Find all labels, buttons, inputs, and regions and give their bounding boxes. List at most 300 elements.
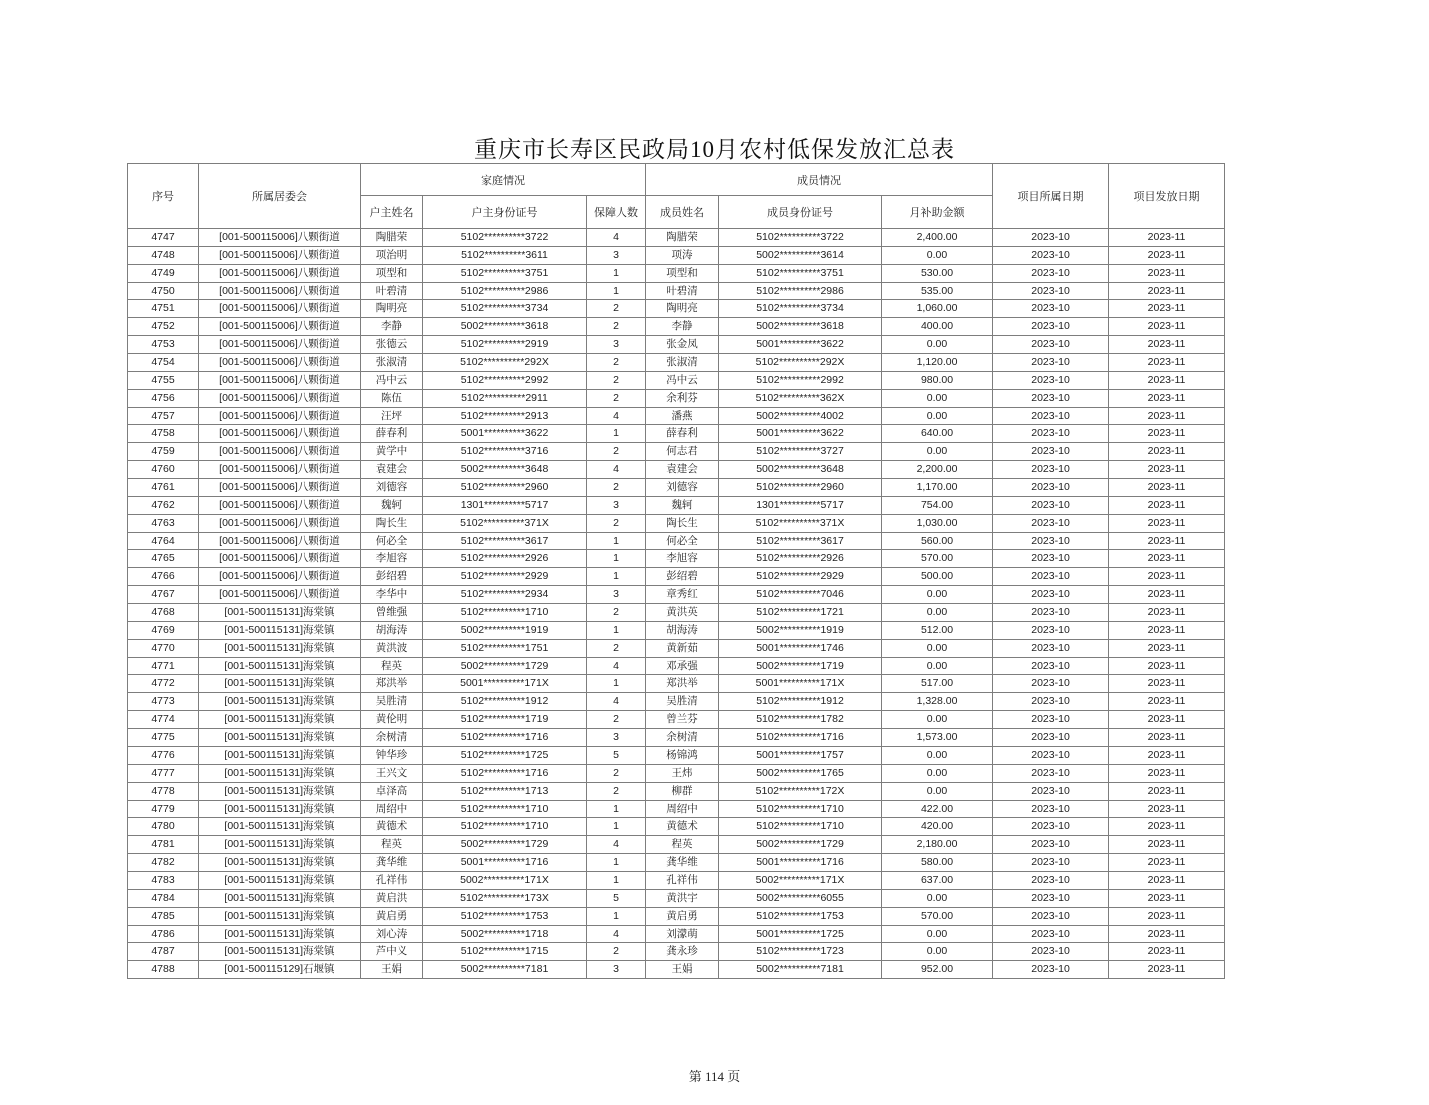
table-row (128, 389, 1225, 407)
cell-member-name: 余树清 (646, 729, 719, 747)
cell-head-id: 5102**********2926 (423, 550, 587, 568)
cell-issue-month: 2023-11 (1109, 336, 1225, 354)
cell-serial: 4775 (128, 729, 199, 747)
cell-head-name: 黄学中 (361, 443, 423, 461)
cell-monthly-subsidy: 1,120.00 (882, 354, 993, 372)
cell-insured-count: 1 (587, 264, 646, 282)
cell-project-month: 2023-10 (993, 514, 1109, 532)
cell-member-id: 5102**********292X (719, 354, 882, 372)
table-row (128, 639, 1225, 657)
table-row (128, 711, 1225, 729)
cell-member-id: 5001**********1757 (719, 746, 882, 764)
cell-head-name: 项治明 (361, 246, 423, 264)
cell-serial: 4753 (128, 336, 199, 354)
cell-member-name: 王娟 (646, 961, 719, 979)
cell-head-id: 1301**********5717 (423, 496, 587, 514)
cell-head-id: 5102**********3734 (423, 300, 587, 318)
cell-committee: [001-500115131]海棠镇 (199, 639, 361, 657)
cell-project-month: 2023-10 (993, 782, 1109, 800)
cell-issue-month: 2023-11 (1109, 693, 1225, 711)
cell-member-id: 5102**********2960 (719, 479, 882, 497)
cell-serial: 4778 (128, 782, 199, 800)
cell-issue-month: 2023-11 (1109, 550, 1225, 568)
cell-serial: 4768 (128, 604, 199, 622)
cell-head-id: 5102**********2992 (423, 371, 587, 389)
cell-issue-month: 2023-11 (1109, 407, 1225, 425)
cell-insured-count: 4 (587, 229, 646, 247)
cell-head-id: 5102**********2913 (423, 407, 587, 425)
cell-serial: 4765 (128, 550, 199, 568)
cell-project-month: 2023-10 (993, 925, 1109, 943)
cell-insured-count: 3 (587, 961, 646, 979)
cell-insured-count: 3 (587, 336, 646, 354)
table-header (128, 164, 1225, 229)
cell-head-id: 5102**********1753 (423, 907, 587, 925)
cell-monthly-subsidy: 754.00 (882, 496, 993, 514)
table-row (128, 425, 1225, 443)
table-row (128, 604, 1225, 622)
table-row (128, 746, 1225, 764)
cell-committee: [001-500115131]海棠镇 (199, 764, 361, 782)
cell-committee: [001-500115131]海棠镇 (199, 836, 361, 854)
table-row (128, 871, 1225, 889)
cell-project-month: 2023-10 (993, 568, 1109, 586)
table-row (128, 532, 1225, 550)
cell-head-name: 李旭容 (361, 550, 423, 568)
cell-issue-month: 2023-11 (1109, 836, 1225, 854)
cell-project-month: 2023-10 (993, 354, 1109, 372)
cell-serial: 4760 (128, 461, 199, 479)
cell-head-id: 5102**********1713 (423, 782, 587, 800)
cell-project-month: 2023-10 (993, 621, 1109, 639)
cell-insured-count: 1 (587, 282, 646, 300)
cell-project-month: 2023-10 (993, 729, 1109, 747)
cell-insured-count: 3 (587, 246, 646, 264)
table-row (128, 693, 1225, 711)
cell-monthly-subsidy: 0.00 (882, 407, 993, 425)
cell-head-name: 冯中云 (361, 371, 423, 389)
cell-member-name: 龚华维 (646, 854, 719, 872)
cell-head-name: 叶碧清 (361, 282, 423, 300)
cell-head-name: 吴胜清 (361, 693, 423, 711)
cell-issue-month: 2023-11 (1109, 889, 1225, 907)
cell-head-name: 黄德术 (361, 818, 423, 836)
cell-member-id: 5102**********1912 (719, 693, 882, 711)
cell-serial: 4774 (128, 711, 199, 729)
cell-issue-month: 2023-11 (1109, 264, 1225, 282)
cell-head-name: 程英 (361, 657, 423, 675)
cell-committee: [001-500115006]八颗街道 (199, 532, 361, 550)
table-row (128, 496, 1225, 514)
table-row (128, 300, 1225, 318)
col-header-serial: 序号 (128, 164, 199, 229)
cell-member-id: 5102**********3751 (719, 264, 882, 282)
cell-insured-count: 2 (587, 639, 646, 657)
cell-monthly-subsidy: 530.00 (882, 264, 993, 282)
cell-monthly-subsidy: 952.00 (882, 961, 993, 979)
cell-head-id: 5102**********3751 (423, 264, 587, 282)
table-row (128, 461, 1225, 479)
cell-issue-month: 2023-11 (1109, 532, 1225, 550)
cell-committee: [001-500115006]八颗街道 (199, 550, 361, 568)
cell-head-id: 5102**********2919 (423, 336, 587, 354)
cell-head-name: 黄伦明 (361, 711, 423, 729)
cell-serial: 4751 (128, 300, 199, 318)
cell-insured-count: 2 (587, 389, 646, 407)
cell-issue-month: 2023-11 (1109, 657, 1225, 675)
cell-serial: 4779 (128, 800, 199, 818)
cell-head-name: 汪坪 (361, 407, 423, 425)
cell-issue-month: 2023-11 (1109, 246, 1225, 264)
cell-head-id: 5102**********1719 (423, 711, 587, 729)
cell-member-name: 曾兰芬 (646, 711, 719, 729)
cell-committee: [001-500115131]海棠镇 (199, 800, 361, 818)
cell-member-id: 5001**********3622 (719, 425, 882, 443)
cell-member-id: 5102**********2986 (719, 282, 882, 300)
cell-issue-month: 2023-11 (1109, 479, 1225, 497)
cell-insured-count: 1 (587, 675, 646, 693)
cell-project-month: 2023-10 (993, 871, 1109, 889)
cell-serial: 4781 (128, 836, 199, 854)
cell-insured-count: 4 (587, 657, 646, 675)
cell-head-name: 陶长生 (361, 514, 423, 532)
cell-project-month: 2023-10 (993, 550, 1109, 568)
col-header-head-id: 户主身份证号 (423, 196, 587, 229)
cell-head-id: 5102**********2934 (423, 586, 587, 604)
table-row (128, 800, 1225, 818)
cell-member-name: 陶长生 (646, 514, 719, 532)
cell-member-id: 5002**********3614 (719, 246, 882, 264)
cell-monthly-subsidy: 1,573.00 (882, 729, 993, 747)
cell-head-name: 王娟 (361, 961, 423, 979)
cell-insured-count: 1 (587, 550, 646, 568)
cell-member-name: 刘德容 (646, 479, 719, 497)
cell-project-month: 2023-10 (993, 300, 1109, 318)
cell-member-id: 5002**********1919 (719, 621, 882, 639)
cell-head-name: 魏轲 (361, 496, 423, 514)
cell-issue-month: 2023-11 (1109, 568, 1225, 586)
cell-insured-count: 5 (587, 889, 646, 907)
table-row (128, 818, 1225, 836)
cell-insured-count: 2 (587, 604, 646, 622)
cell-monthly-subsidy: 422.00 (882, 800, 993, 818)
cell-monthly-subsidy: 0.00 (882, 764, 993, 782)
cell-committee: [001-500115131]海棠镇 (199, 871, 361, 889)
cell-committee: [001-500115131]海棠镇 (199, 693, 361, 711)
cell-committee: [001-500115006]八颗街道 (199, 461, 361, 479)
cell-member-name: 吴胜清 (646, 693, 719, 711)
col-header-member-id: 成员身份证号 (719, 196, 882, 229)
cell-member-name: 张金凤 (646, 336, 719, 354)
cell-head-id: 5102**********1751 (423, 639, 587, 657)
cell-serial: 4780 (128, 818, 199, 836)
cell-serial: 4752 (128, 318, 199, 336)
cell-project-month: 2023-10 (993, 746, 1109, 764)
cell-member-id: 5102**********3617 (719, 532, 882, 550)
cell-committee: [001-500115006]八颗街道 (199, 246, 361, 264)
cell-serial: 4749 (128, 264, 199, 282)
cell-insured-count: 3 (587, 496, 646, 514)
table-row (128, 657, 1225, 675)
cell-member-id: 5102**********1721 (719, 604, 882, 622)
table-row (128, 282, 1225, 300)
cell-committee: [001-500115131]海棠镇 (199, 854, 361, 872)
cell-monthly-subsidy: 0.00 (882, 782, 993, 800)
cell-committee: [001-500115006]八颗街道 (199, 407, 361, 425)
cell-member-name: 孔祥伟 (646, 871, 719, 889)
cell-member-name: 章秀红 (646, 586, 719, 604)
table-row (128, 943, 1225, 961)
cell-serial: 4762 (128, 496, 199, 514)
cell-project-month: 2023-10 (993, 836, 1109, 854)
cell-issue-month: 2023-11 (1109, 461, 1225, 479)
cell-monthly-subsidy: 535.00 (882, 282, 993, 300)
cell-monthly-subsidy: 570.00 (882, 550, 993, 568)
cell-insured-count: 1 (587, 568, 646, 586)
cell-insured-count: 2 (587, 764, 646, 782)
cell-member-name: 黄德术 (646, 818, 719, 836)
col-header-committee: 所属居委会 (199, 164, 361, 229)
cell-committee: [001-500115131]海棠镇 (199, 604, 361, 622)
cell-issue-month: 2023-11 (1109, 961, 1225, 979)
cell-member-id: 5002**********6055 (719, 889, 882, 907)
cell-head-name: 芦中义 (361, 943, 423, 961)
cell-member-name: 冯中云 (646, 371, 719, 389)
cell-project-month: 2023-10 (993, 943, 1109, 961)
cell-head-name: 曾维强 (361, 604, 423, 622)
cell-issue-month: 2023-11 (1109, 639, 1225, 657)
cell-head-id: 5102**********2929 (423, 568, 587, 586)
cell-serial: 4747 (128, 229, 199, 247)
cell-head-name: 郑洪举 (361, 675, 423, 693)
cell-member-id: 5102**********1753 (719, 907, 882, 925)
cell-member-id: 5102**********362X (719, 389, 882, 407)
cell-project-month: 2023-10 (993, 889, 1109, 907)
cell-member-id: 5102**********7046 (719, 586, 882, 604)
table-row (128, 586, 1225, 604)
cell-issue-month: 2023-11 (1109, 925, 1225, 943)
cell-member-name: 彭绍碧 (646, 568, 719, 586)
cell-issue-month: 2023-11 (1109, 818, 1225, 836)
cell-head-name: 王兴文 (361, 764, 423, 782)
cell-head-name: 黄启勇 (361, 907, 423, 925)
cell-serial: 4788 (128, 961, 199, 979)
cell-project-month: 2023-10 (993, 657, 1109, 675)
cell-insured-count: 3 (587, 729, 646, 747)
cell-committee: [001-500115131]海棠镇 (199, 621, 361, 639)
cell-head-id: 5102**********1710 (423, 818, 587, 836)
cell-head-id: 5102**********1710 (423, 604, 587, 622)
cell-member-id: 5002**********1765 (719, 764, 882, 782)
cell-committee: [001-500115131]海棠镇 (199, 943, 361, 961)
cell-head-id: 5102**********1716 (423, 729, 587, 747)
cell-committee: [001-500115131]海棠镇 (199, 782, 361, 800)
cell-serial: 4786 (128, 925, 199, 943)
cell-head-name: 张淑清 (361, 354, 423, 372)
header-row-groups (128, 164, 1225, 196)
cell-monthly-subsidy: 0.00 (882, 246, 993, 264)
cell-insured-count: 1 (587, 425, 646, 443)
cell-project-month: 2023-10 (993, 693, 1109, 711)
table-row (128, 246, 1225, 264)
table-row (128, 854, 1225, 872)
cell-monthly-subsidy: 1,030.00 (882, 514, 993, 532)
cell-project-month: 2023-10 (993, 639, 1109, 657)
cell-project-month: 2023-10 (993, 336, 1109, 354)
cell-head-name: 周绍中 (361, 800, 423, 818)
cell-member-name: 黄新茹 (646, 639, 719, 657)
cell-member-name: 柳群 (646, 782, 719, 800)
cell-monthly-subsidy: 517.00 (882, 675, 993, 693)
cell-insured-count: 4 (587, 925, 646, 943)
cell-committee: [001-500115006]八颗街道 (199, 282, 361, 300)
cell-committee: [001-500115131]海棠镇 (199, 889, 361, 907)
cell-member-id: 5002**********1729 (719, 836, 882, 854)
cell-serial: 4758 (128, 425, 199, 443)
cell-monthly-subsidy: 637.00 (882, 871, 993, 889)
cell-project-month: 2023-10 (993, 961, 1109, 979)
cell-monthly-subsidy: 0.00 (882, 586, 993, 604)
cell-monthly-subsidy: 0.00 (882, 443, 993, 461)
cell-head-name: 项型和 (361, 264, 423, 282)
cell-monthly-subsidy: 1,060.00 (882, 300, 993, 318)
cell-serial: 4771 (128, 657, 199, 675)
cell-monthly-subsidy: 580.00 (882, 854, 993, 872)
table-row (128, 889, 1225, 907)
cell-head-id: 5102**********371X (423, 514, 587, 532)
cell-monthly-subsidy: 512.00 (882, 621, 993, 639)
cell-committee: [001-500115131]海棠镇 (199, 675, 361, 693)
table-row (128, 443, 1225, 461)
cell-serial: 4755 (128, 371, 199, 389)
cell-member-id: 5102**********1723 (719, 943, 882, 961)
col-header-member-group: 成员情况 (646, 164, 993, 196)
cell-issue-month: 2023-11 (1109, 282, 1225, 300)
cell-issue-month: 2023-11 (1109, 443, 1225, 461)
cell-head-name: 胡海涛 (361, 621, 423, 639)
cell-head-id: 5102**********173X (423, 889, 587, 907)
col-header-insured-count: 保障人数 (587, 196, 646, 229)
cell-member-name: 叶碧清 (646, 282, 719, 300)
cell-member-id: 5102**********3722 (719, 229, 882, 247)
cell-issue-month: 2023-11 (1109, 604, 1225, 622)
cell-member-name: 袁建会 (646, 461, 719, 479)
cell-member-id: 5102**********1782 (719, 711, 882, 729)
cell-monthly-subsidy: 560.00 (882, 532, 993, 550)
cell-committee: [001-500115006]八颗街道 (199, 568, 361, 586)
cell-committee: [001-500115006]八颗街道 (199, 514, 361, 532)
col-header-family-group: 家庭情况 (361, 164, 646, 196)
cell-serial: 4763 (128, 514, 199, 532)
cell-member-id: 5102**********2926 (719, 550, 882, 568)
cell-project-month: 2023-10 (993, 407, 1109, 425)
cell-monthly-subsidy: 0.00 (882, 746, 993, 764)
cell-member-name: 龚永珍 (646, 943, 719, 961)
cell-member-name: 项涛 (646, 246, 719, 264)
cell-monthly-subsidy: 0.00 (882, 889, 993, 907)
cell-head-name: 陶明亮 (361, 300, 423, 318)
cell-issue-month: 2023-11 (1109, 943, 1225, 961)
cell-serial: 4756 (128, 389, 199, 407)
table-row (128, 621, 1225, 639)
cell-insured-count: 1 (587, 532, 646, 550)
cell-member-id: 5002**********7181 (719, 961, 882, 979)
cell-serial: 4785 (128, 907, 199, 925)
cell-project-month: 2023-10 (993, 818, 1109, 836)
cell-serial: 4767 (128, 586, 199, 604)
table-row (128, 514, 1225, 532)
cell-issue-month: 2023-11 (1109, 800, 1225, 818)
cell-head-name: 刘心涛 (361, 925, 423, 943)
cell-committee: [001-500115006]八颗街道 (199, 300, 361, 318)
cell-member-name: 余利芬 (646, 389, 719, 407)
cell-head-name: 黄洪波 (361, 639, 423, 657)
cell-insured-count: 2 (587, 943, 646, 961)
cell-member-name: 刘濛萌 (646, 925, 719, 943)
cell-head-name: 陶腊荣 (361, 229, 423, 247)
cell-head-name: 孔祥伟 (361, 871, 423, 889)
table-row (128, 729, 1225, 747)
cell-member-id: 1301**********5717 (719, 496, 882, 514)
cell-issue-month: 2023-11 (1109, 729, 1225, 747)
cell-issue-month: 2023-11 (1109, 746, 1225, 764)
cell-member-id: 5001**********171X (719, 675, 882, 693)
cell-committee: [001-500115131]海棠镇 (199, 729, 361, 747)
cell-member-name: 胡海涛 (646, 621, 719, 639)
cell-project-month: 2023-10 (993, 800, 1109, 818)
cell-insured-count: 2 (587, 443, 646, 461)
cell-member-name: 张淑清 (646, 354, 719, 372)
cell-serial: 4783 (128, 871, 199, 889)
cell-serial: 4776 (128, 746, 199, 764)
cell-monthly-subsidy: 0.00 (882, 711, 993, 729)
cell-serial: 4770 (128, 639, 199, 657)
cell-issue-month: 2023-11 (1109, 907, 1225, 925)
cell-head-id: 5102**********1725 (423, 746, 587, 764)
cell-insured-count: 4 (587, 693, 646, 711)
table-row (128, 336, 1225, 354)
cell-serial: 4766 (128, 568, 199, 586)
cell-committee: [001-500115006]八颗街道 (199, 371, 361, 389)
cell-head-id: 5002**********1919 (423, 621, 587, 639)
cell-head-name: 刘德容 (361, 479, 423, 497)
cell-serial: 4754 (128, 354, 199, 372)
cell-member-name: 黄洪英 (646, 604, 719, 622)
cell-head-id: 5001**********3622 (423, 425, 587, 443)
cell-insured-count: 2 (587, 318, 646, 336)
cell-member-name: 陶明亮 (646, 300, 719, 318)
cell-monthly-subsidy: 0.00 (882, 389, 993, 407)
cell-issue-month: 2023-11 (1109, 514, 1225, 532)
cell-member-name: 薛春利 (646, 425, 719, 443)
cell-issue-month: 2023-11 (1109, 354, 1225, 372)
cell-serial: 4769 (128, 621, 199, 639)
cell-monthly-subsidy: 2,200.00 (882, 461, 993, 479)
cell-member-name: 黄启勇 (646, 907, 719, 925)
cell-monthly-subsidy: 0.00 (882, 943, 993, 961)
table-row (128, 354, 1225, 372)
cell-project-month: 2023-10 (993, 711, 1109, 729)
table-row (128, 764, 1225, 782)
table-row (128, 836, 1225, 854)
cell-member-name: 黄洪宇 (646, 889, 719, 907)
table-body (128, 229, 1225, 979)
cell-issue-month: 2023-11 (1109, 854, 1225, 872)
table-row (128, 961, 1225, 979)
cell-monthly-subsidy: 0.00 (882, 925, 993, 943)
table-row (128, 318, 1225, 336)
cell-member-name: 项型和 (646, 264, 719, 282)
